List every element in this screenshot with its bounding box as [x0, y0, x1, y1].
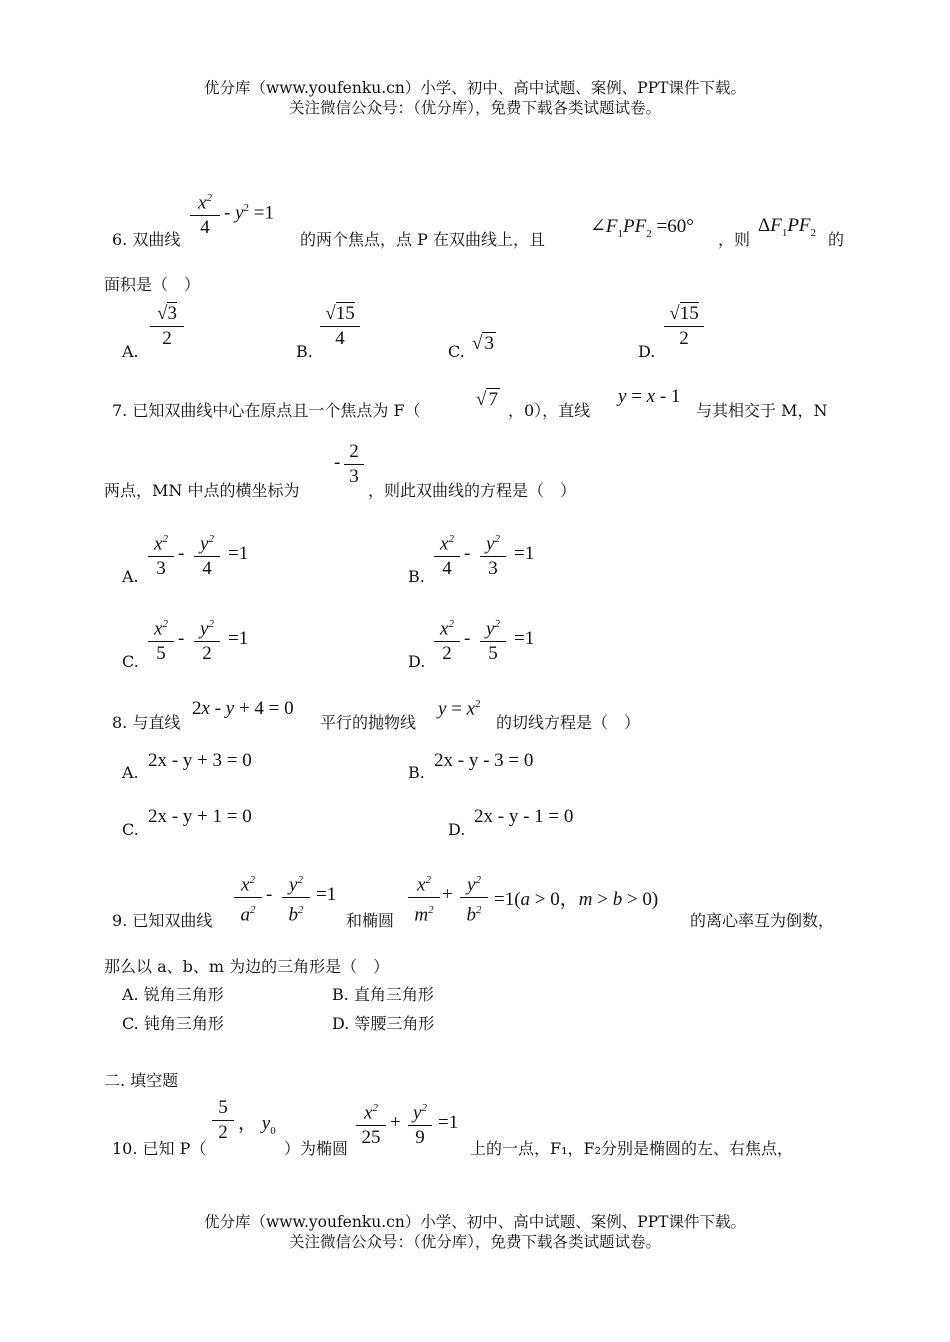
q6-line2: 面积是（ ） [104, 275, 201, 294]
footer-line-2: 关注微信公众号：（优分库），免费下载各类试题试卷。 [288, 1233, 661, 1251]
section-fill-in-title: 二. 填空题 [104, 1071, 179, 1090]
q10-ell-plus: + [390, 1112, 401, 1133]
q7-opt-a-eq: =1 [228, 543, 249, 564]
q7-opt-b-eq: =1 [514, 543, 535, 564]
q10-ell-frac1: $x^2$ 25 [356, 1096, 386, 1150]
q7-sqrt7: √ 7 [476, 389, 498, 410]
q9-ell-frac1: $x^2$ $m^2$ [408, 868, 440, 928]
q10-mid: ）为椭圆 [284, 1139, 349, 1158]
q6-opt-a-label: A. [122, 342, 139, 361]
q7-opt-a-frac2: $y^2$ 4 [194, 527, 220, 581]
q7-mid: ，0），直线 [508, 401, 591, 420]
q7-neg: - [334, 452, 341, 473]
q6-triangle: $\Delta F_1PF_2$ [758, 215, 817, 239]
q7-lead: 7. 已知双曲线中心在原点且一个焦点为 F（ [112, 401, 421, 420]
q7-opt-c-frac1: $x^2$ 5 [148, 612, 174, 666]
q6-opt-a-value: √3 2 [150, 302, 184, 351]
q8-opt-c-eq: 2x - y + 1 = 0 [148, 806, 252, 827]
q9-hyp-frac1: $x^2$ $a^2$ [234, 868, 262, 928]
q9-ell-plus: + [442, 884, 453, 905]
q8-opt-a-label: A. [122, 763, 139, 782]
q9-mid: 和椭圆 [346, 911, 395, 930]
q10-lead: 10. 已知 P（ [112, 1139, 207, 1158]
q7-opt-b-frac1: $x^2$ 4 [434, 527, 460, 581]
q9-opt-c: C. 钝角三角形 [122, 1014, 224, 1033]
q9-tail: 的离心率互为倒数， [690, 911, 835, 930]
q6-angle: $\angle F_1PF_2 =60^\circ$ [590, 216, 694, 240]
q10-tail: 上的一点，F₁，F₂分别是椭圆的左、右焦点， [470, 1139, 794, 1158]
q7-opt-b-frac2: $y^2$ 3 [480, 527, 506, 581]
q6-opt-d-value: √15 2 [664, 302, 704, 351]
q8-opt-b-label: B. [408, 763, 425, 782]
q9-lead: 9. 已知双曲线 [112, 911, 213, 930]
q6-opt-b-label: B. [296, 342, 313, 361]
q9-line2: 那么以 a、b、m 为边的三角形是（ ） [104, 957, 390, 976]
q8-mid: 平行的抛物线 [320, 713, 417, 732]
q7-opt-b-label: B. [408, 567, 425, 586]
q7-opt-c-eq: =1 [228, 628, 249, 649]
q10-ell-frac2: $y^2$ 9 [408, 1096, 432, 1150]
q6-opt-b-value: √15 4 [320, 302, 360, 351]
header-line-1: 优分库（www.youfenku.cn）小学、初中、高中试题、案例、PPT课件下载。 [203, 79, 747, 97]
q6-opt-c-label: C. [448, 342, 465, 361]
q6-then: ，则 [718, 230, 751, 249]
q6-eq-tail: - $y^2 =1$ [224, 202, 274, 224]
q7-line2a: 两点，MN 中点的横坐标为 [104, 481, 300, 500]
q6-mid: 的两个焦点，点 P 在双曲线上，且 [300, 230, 545, 249]
q9-opt-a: A. 锐角三角形 [122, 985, 224, 1004]
q8-opt-c-label: C. [122, 820, 139, 839]
q7-opt-d-frac1: $x^2$ 2 [434, 612, 460, 666]
q10-ell-eq: =1 [438, 1112, 459, 1133]
q7-opt-a-frac1: $x^2$ 3 [148, 527, 174, 581]
q7-opt-a-minus: - [178, 543, 185, 564]
q7-opt-d-minus: - [464, 628, 471, 649]
q8-parabola: $y = x^2$ [438, 698, 481, 720]
q8-opt-b-eq: 2x - y - 3 = 0 [434, 750, 534, 771]
q7-opt-c-frac2: $y^2$ 2 [194, 612, 220, 666]
q6-opt-d-label: D. [638, 342, 656, 361]
header-line-2: 关注微信公众号：（优分库），免费下载各类试题试卷。 [288, 99, 661, 117]
q7-opt-d-label: D. [408, 652, 426, 671]
q8-line-eq: 2x - y + 4 = 0 [192, 698, 294, 719]
q7-frac-2-3: 2 3 [344, 440, 364, 489]
q7-opt-c-label: C. [122, 652, 139, 671]
q10-y0: ， $y_0$ [238, 1113, 276, 1137]
q9-opt-d: D. 等腰三角形 [332, 1014, 435, 1033]
q9-ell-frac2: $y^2$ $b^2$ [460, 868, 488, 928]
q7-tail: 与其相交于 M，N [696, 401, 828, 420]
q10-frac-5-2: 5 2 [212, 1096, 234, 1145]
q8-opt-d-label: D. [448, 820, 466, 839]
q6-tail: 的 [828, 230, 845, 249]
q9-ell-cond: =1(a > 0，m > b > 0) [494, 889, 659, 910]
footer-line-1: 优分库（www.youfenku.cn）小学、初中、高中试题、案例、PPT课件下载。 [203, 1213, 747, 1231]
q7-opt-b-minus: - [464, 543, 471, 564]
q9-hyp-eq: =1 [316, 884, 337, 905]
q6-lead: 6. 双曲线 [112, 230, 181, 249]
q7-opt-d-frac2: $y^2$ 5 [480, 612, 506, 666]
q7-line-eq: y = x - 1 [618, 386, 681, 407]
q9-hyp-minus: - [266, 884, 273, 905]
q7-opt-d-eq: =1 [514, 628, 535, 649]
q8-lead: 8. 与直线 [112, 713, 181, 732]
q7-opt-c-minus: - [178, 628, 185, 649]
q7-line2b: ，则此双曲线的方程是（ ） [368, 481, 577, 500]
q8-opt-a-eq: 2x - y + 3 = 0 [148, 750, 252, 771]
q8-opt-d-eq: 2x - y - 1 = 0 [474, 806, 574, 827]
q7-opt-a-label: A. [122, 567, 139, 586]
q6-opt-c-value: √ 3 [472, 333, 494, 354]
q6-frac-x2-4: $x^2$ 4 [190, 186, 220, 240]
q8-tail: 的切线方程是（ ） [496, 713, 641, 732]
q9-hyp-frac2: $y^2$ $b^2$ [282, 868, 310, 928]
q9-opt-b: B. 直角三角形 [332, 985, 434, 1004]
